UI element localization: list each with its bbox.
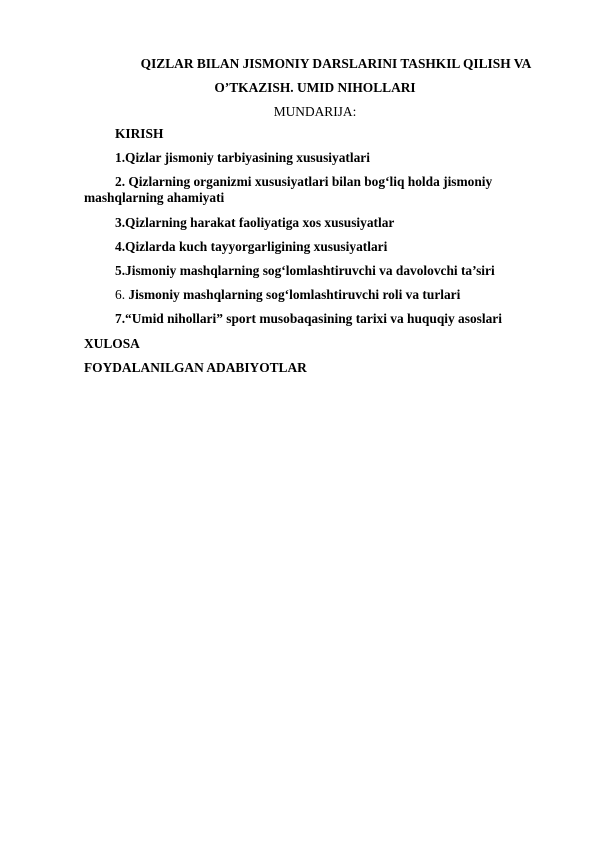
table-of-contents	[84, 126, 554, 384]
toc-item-bibliography: FOYDALANILGAN ADABIYOTLAR	[84, 359, 307, 375]
toc-item-1: 1.Qizlar jismoniy tarbiyasining xususiyatlari	[115, 150, 370, 166]
toc-item-4: 4.Qizlarda kuch tayyorgarligining xususiyatlari	[115, 238, 388, 254]
toc-item-introduction: KIRISH	[115, 126, 164, 141]
document-title-line-2: O’TKAZISH. UMID NIHOLLARI	[214, 80, 416, 95]
toc-item-7: 7.“Umid nihollari” sport musobaqasining tarixi va huquqiy asoslari	[115, 311, 502, 327]
toc-item-6-number: 6.	[115, 287, 126, 303]
toc-item-3: 3.Qizlarning harakat faoliyatiga xos xususiyatlar	[115, 214, 395, 230]
toc-item-6	[84, 287, 554, 303]
contents-heading: MUNDARIJA:	[273, 104, 357, 119]
document-title-line-1: QIZLAR BILAN JISMONIY DARSLARINI TASHKIL QILISH VA	[140, 56, 532, 71]
toc-item-conclusion: XULOSA	[84, 335, 140, 351]
toc-item-5: 5.Jismoniy mashqlarning sog‘lomlashtiruvchi va davolovchi ta’siri	[115, 262, 495, 278]
toc-item-2: 2. Qizlarning organizmi xususiyatlari bilan bog‘liq holda jismoniy mashqlarning ahamiyati	[84, 174, 493, 206]
toc-item-6-text: Jismoniy mashqlarning sog‘lomlashtiruvchi roli va turlari	[125, 287, 461, 303]
